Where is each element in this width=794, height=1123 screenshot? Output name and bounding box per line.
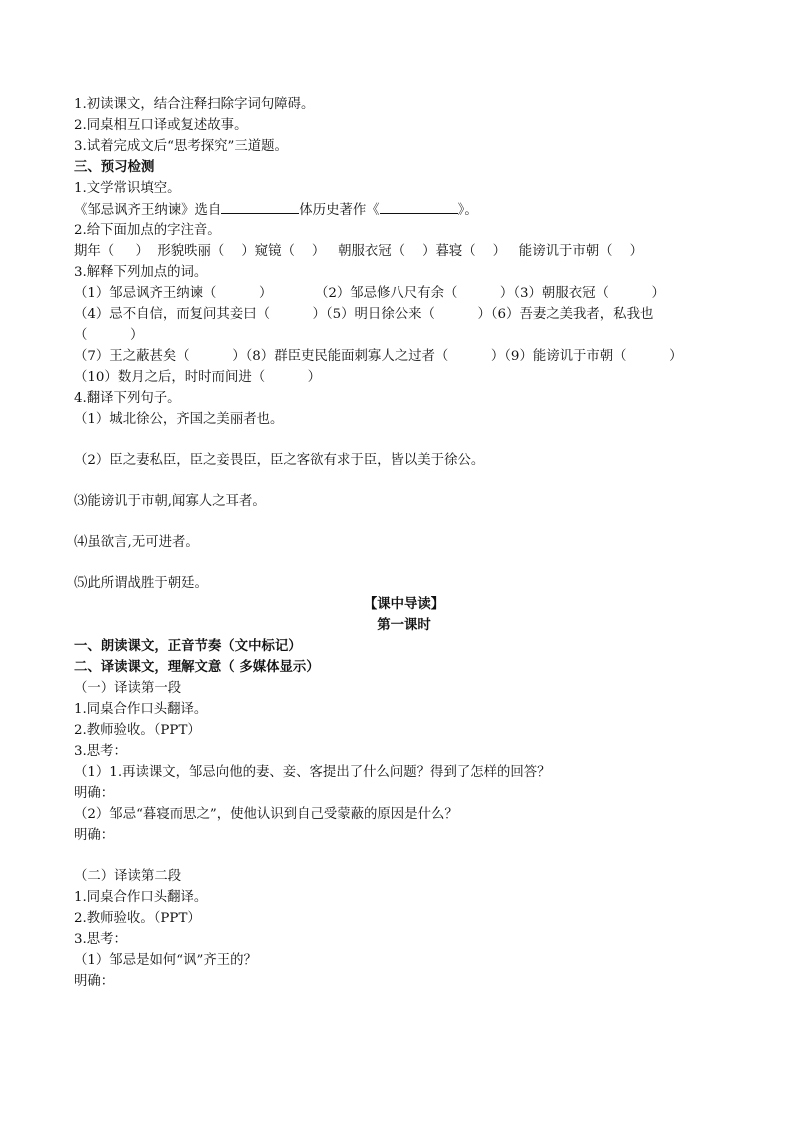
- question-3-line-3: （7）王之蔽甚矣（ ）（8）群臣吏民能面刺寡人之过者（ ）（9）能谤讥于市朝（ ）: [74, 349, 683, 364]
- answer-space: [74, 553, 734, 573]
- section-2-heading: 二、译读课文，理解文意（ 多媒体显示）: [74, 659, 320, 675]
- q1-part-b: 体历史著作《: [299, 203, 380, 218]
- answer-space: [74, 430, 734, 450]
- q1-part-c: 》。: [457, 203, 478, 218]
- translate-item-2: （2）臣之妻私臣，臣之妾畏臣，臣之客欲有求于臣，皆以美于徐公。: [74, 453, 485, 468]
- preview-step-1: 1.初读课文，结合注释扫除字词句障碍。: [74, 97, 315, 112]
- part-1-heading: （一）译读第一段: [74, 681, 182, 696]
- question-2-items: 期年（ ） 形貌昳丽（ ）窥镜（ ） 朝服衣冠（ ）暮寝（ ） 能谤讥于市朝（ ）: [74, 244, 643, 259]
- question-4-title: 4.翻译下列句子。: [74, 391, 181, 406]
- translate-item-1: （1）城北徐公，齐国之美丽者也。: [74, 412, 284, 427]
- part-1-step-3: 3.思考：: [74, 744, 127, 759]
- question-1-fill: [74, 199, 734, 220]
- part-1-step-2: 2.教师验收。（PPT）: [74, 723, 201, 738]
- part-2-step-1: 1.同桌合作口头翻译。: [74, 890, 208, 905]
- part-2-heading: （二）译读第二段: [74, 869, 182, 884]
- part-1-answer-1: 明确：: [74, 786, 115, 801]
- translate-item-4: ⑷虽欲言,无可进者。: [74, 535, 199, 550]
- preview-step-3: 3.试着完成文后“思考探究”三道题。: [74, 139, 288, 154]
- question-2-title: 2.给下面加点的字注音。: [74, 223, 221, 238]
- question-1-title: 1.文学常识填空。: [74, 181, 181, 196]
- question-3-line-4: （10）数月之后，时时而间进（ ）: [74, 370, 322, 385]
- question-3-line-1: （1）邹忌讽齐王纳谏（ ） （2）邹忌修八尺有余（ ）（3）朝服衣冠（ ）: [74, 286, 665, 301]
- preview-step-2: 2.同桌相互口译或复述故事。: [74, 118, 248, 133]
- q1-part-a: 《邹忌讽齐王纳谏》选自: [74, 203, 222, 218]
- translate-item-3: ⑶能谤讥于市朝,闻寡人之耳者。: [74, 494, 266, 509]
- fill-blank-2[interactable]: [380, 199, 458, 214]
- section-spacer: [74, 846, 734, 866]
- document-content: [74, 94, 734, 992]
- question-3-title: 3.解释下列加点的词。: [74, 265, 208, 280]
- section-1-heading: 一、朗读课文，正音节奏（文中标记）: [74, 638, 302, 654]
- part-2-step-2: 2.教师验收。（PPT）: [74, 911, 201, 926]
- part-1-answer-2: 明确：: [74, 828, 115, 843]
- part-1-step-1: 1.同桌合作口头翻译。: [74, 702, 208, 717]
- answer-space: [74, 471, 734, 491]
- question-3-line-2b: （ ）: [74, 328, 144, 343]
- in-class-title: 【课中导读】: [363, 596, 445, 612]
- part-2-step-3: 3.思考：: [74, 932, 127, 947]
- part-2-answer-1: 明确：: [74, 974, 115, 989]
- answer-space: [74, 512, 734, 532]
- lesson-subtitle: 第一课时: [377, 617, 431, 633]
- translate-item-5: ⑸此所谓战胜于朝廷。: [74, 576, 208, 591]
- preview-check-heading: 三、预习检测: [74, 159, 155, 175]
- question-3-line-2: （4）忌不自信，而复问其妾曰（ ）（5）明日徐公来（ ）（6）吾妻之美我者，私我也: [74, 307, 654, 322]
- part-1-question-2: （2）邹忌“暮寝而思之”，使他认识到自己受蒙蔽的原因是什么？: [74, 807, 458, 822]
- fill-blank-1[interactable]: [221, 199, 299, 214]
- part-1-question-1: （1）1.再读课文，邹忌向他的妻、妾、客提出了什么问题？得到了怎样的回答？: [74, 765, 551, 780]
- part-2-question-1: （1）邹忌是如何“讽”齐王的？: [74, 953, 257, 968]
